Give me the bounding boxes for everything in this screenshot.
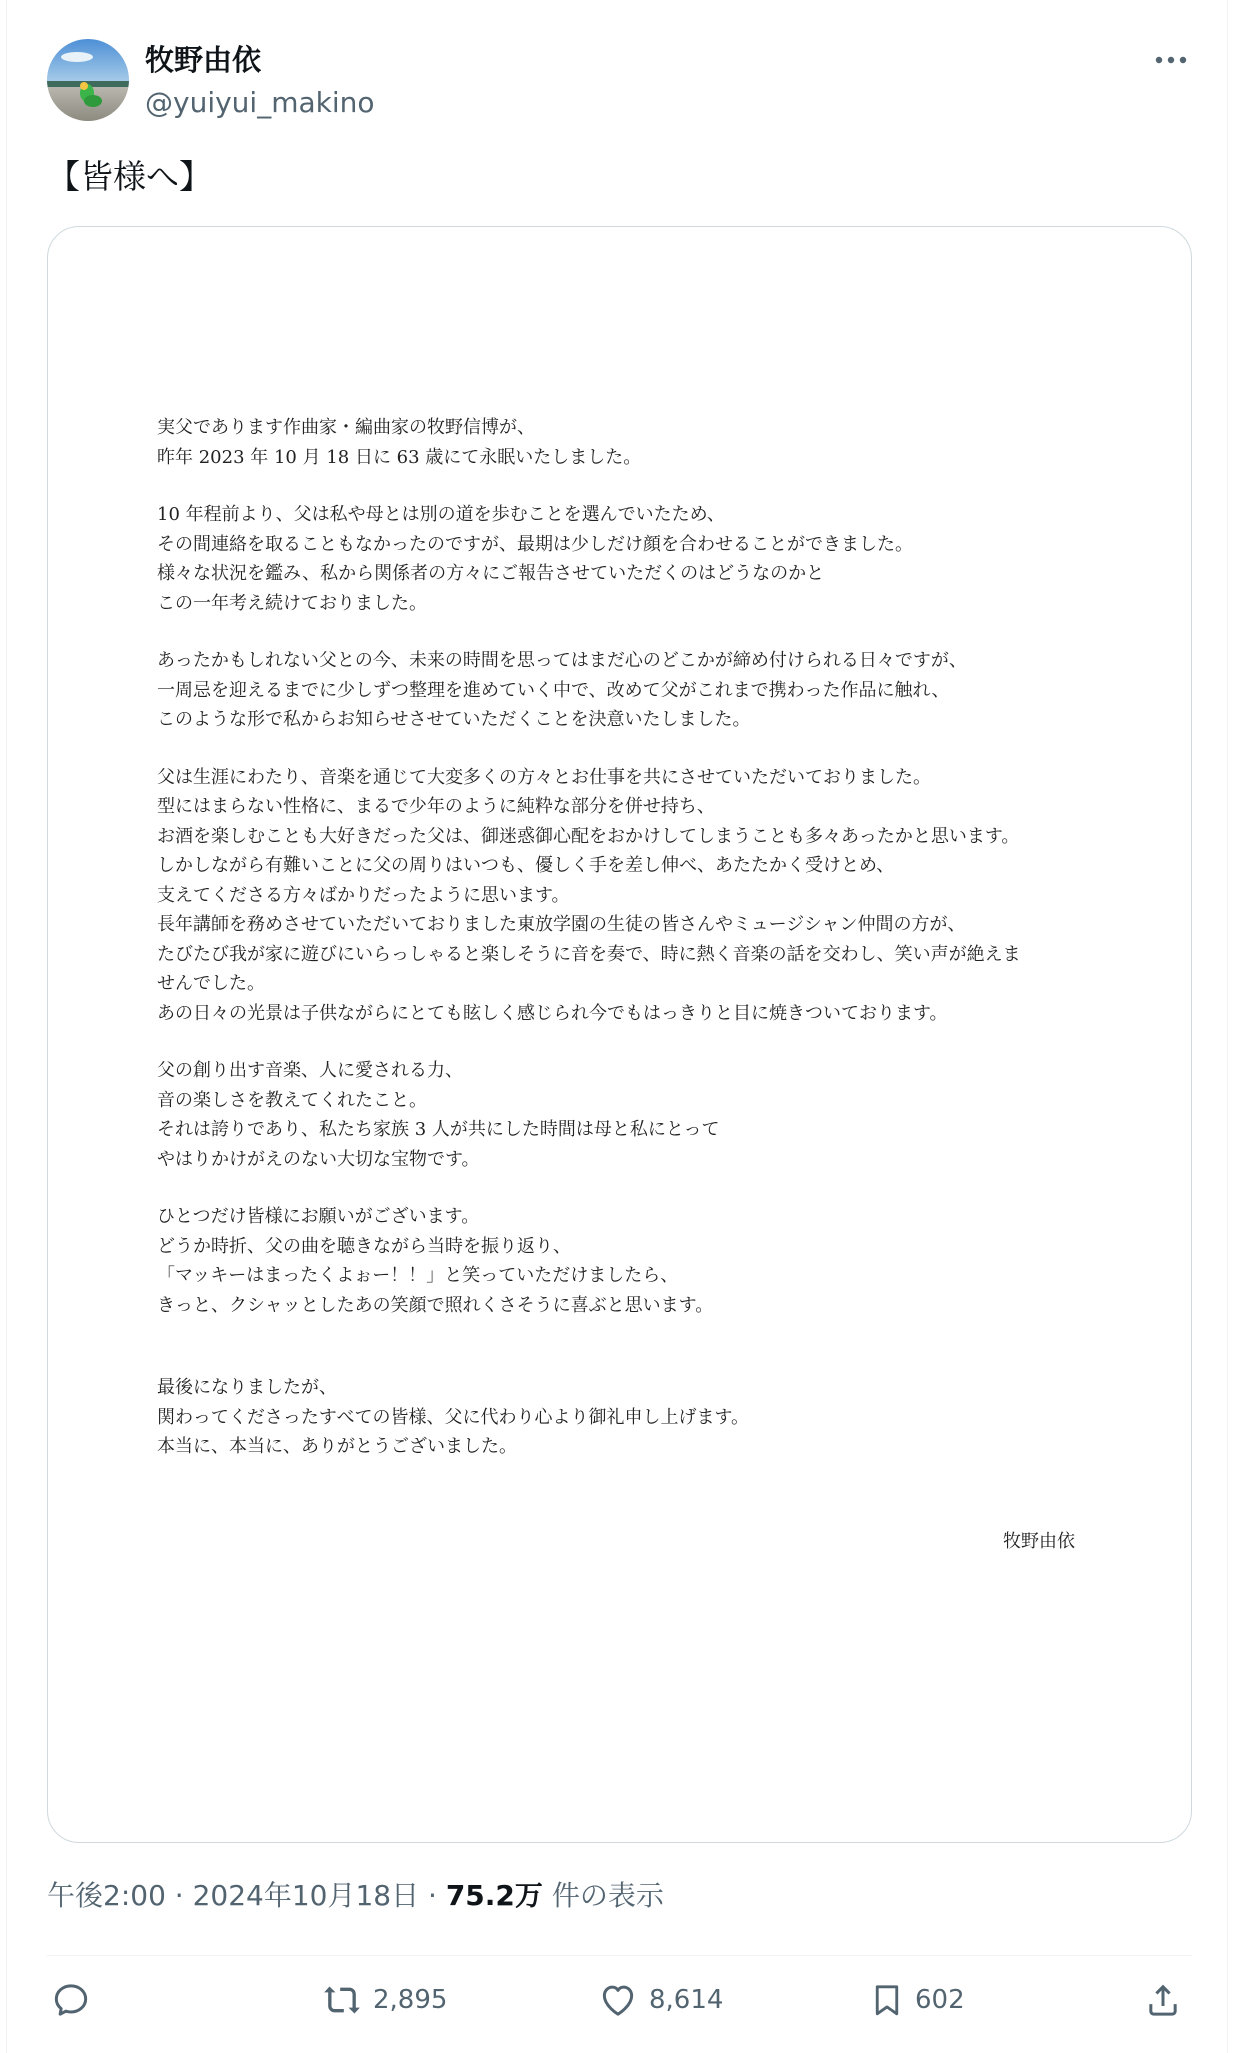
letter-line: 昨年 2023 年 10 月 18 日に 63 歳にて永眠いたしました。 — [157, 446, 642, 468]
letter-line: 一周忌を迎えるまでに少しずつ整理を進めていく中で、改めて父がこれまで携わった作品に触れ、 — [157, 679, 950, 701]
share-button[interactable] — [1143, 1970, 1193, 2030]
letter-line: たびたび我が家に遊びにいらっしゃると楽しそうに音を奏で、時に熱く音楽の話を交わし、笑い声が絶えま — [157, 943, 1021, 965]
letter-line: その間連絡を取ることもなかったのですが、最期は少しだけ顔を合わせることができました。 — [157, 533, 913, 555]
share-icon — [1143, 1980, 1183, 2020]
letter-line: 実父であります作曲家・編曲家の牧野信博が、 — [157, 417, 535, 438]
letter-line: 型にはまらない性格に、まるで少年のように純粋な部分を併せ持ち、 — [157, 796, 715, 817]
meta-separator-2: · — [419, 1879, 446, 1912]
reply-icon — [51, 1980, 91, 2020]
heart-icon — [597, 1980, 639, 2020]
letter-line: どうか時折、父の曲を聴きながら当時を振り返り、 — [157, 1235, 571, 1257]
avatar-image — [47, 39, 129, 121]
letter-line: それは誇りであり、私たち家族 3 人が共にした時間は母と私にとって — [157, 1119, 720, 1140]
meta-separator: · — [165, 1879, 193, 1912]
more-options-button[interactable] — [1147, 42, 1195, 78]
letter-line: 支えてくださる方々ばかりだったように思います。 — [157, 884, 570, 906]
letter-paragraph — [157, 413, 1117, 472]
letter-line: あの日々の光景は子供ながらにとても眩しく感じられ今でもはっきりと目に焼きついております。 — [157, 1002, 948, 1024]
letter-line: この一年考え続けておりました。 — [157, 592, 427, 614]
letter-line: 父の創り出す音楽、人に愛される力、 — [157, 1060, 463, 1081]
letter-signature: 牧野由依 — [1003, 1531, 1075, 1552]
letter-line: あったかもしれない父との今、未来の時間を思ってはまだ心のどこかが締め付けられる日々ですが、 — [157, 650, 967, 671]
letter-line: お酒を楽しむことも大好きだった父は、御迷惑御心配をおかけしてしまうことも多々あったかと思います。 — [157, 825, 1020, 847]
retweet-icon — [321, 1980, 363, 2020]
tweet-text: 【皆様へ】 — [47, 157, 212, 196]
tweet-time[interactable]: 午後2:00 — [47, 1879, 166, 1912]
letter-line: 音の楽しさを教えてくれたこと。 — [157, 1089, 427, 1111]
letter-line: きっと、クシャッとしたあの笑顔で照れくさそうに喜ぶと思います。 — [157, 1294, 714, 1316]
letter-line: 父は生涯にわたり、音楽を通じて大変多くの方々とお仕事を共にさせていただいておりました。 — [157, 766, 931, 788]
display-name[interactable]: 牧野由依 — [145, 43, 262, 77]
letter-paragraph — [157, 1373, 1117, 1462]
like-button[interactable] — [597, 1970, 723, 2030]
reply-button[interactable] — [51, 1970, 101, 2030]
bookmark-button[interactable] — [869, 1970, 965, 2030]
bookmark-count: 602 — [915, 1985, 965, 2015]
tweet-date[interactable]: 2024年10月18日 — [192, 1879, 420, 1912]
letter-line: 関わってくださったすべての皆様、父に代わり心より御礼申し上げます。 — [157, 1406, 750, 1428]
user-handle[interactable]: @yuiyui_makino — [145, 86, 375, 119]
letter-line: 最後になりましたが、 — [157, 1377, 337, 1398]
letter-paragraph — [157, 1056, 1117, 1174]
letter-line: しかしながら有難いことに父の周りはいつも、優しく手を差し伸べ、あたたかく受けとめ、 — [157, 855, 895, 876]
tweet-container — [6, 0, 1228, 2053]
letter-line: 本当に、本当に、ありがとうございました。 — [157, 1436, 517, 1457]
letter-paragraph — [157, 646, 1117, 735]
letter-line: 「マッキーはまったくよぉー！！」と笑っていただけましたら、 — [157, 1265, 679, 1286]
retweet-count: 2,895 — [373, 1985, 448, 2015]
letter-line: 長年講師を務めさせていただいておりました東放学園の生徒の皆さんやミュージシャン仲間の方が、 — [157, 914, 966, 935]
views-label: 件の表示 — [542, 1879, 664, 1912]
letter-paragraph — [157, 500, 1117, 618]
more-horizontal-icon — [1155, 56, 1187, 64]
letter-line: せんでした。 — [157, 973, 265, 994]
avatar[interactable] — [47, 39, 129, 121]
views-count[interactable]: 75.2万 — [445, 1879, 543, 1912]
divider — [47, 1955, 1192, 1956]
tweet-metadata — [47, 1876, 664, 1916]
like-count: 8,614 — [649, 1985, 724, 2015]
letter-line: 様々な状況を鑑み、私から関係者の方々にご報告させていただくのはどうなのかと — [157, 563, 825, 584]
letter-line: 10 年程前より、父は私や母とは別の道を歩むことを選んでいたため、 — [157, 504, 725, 525]
letter-line: このような形で私からお知らせさせていただくことを決意いたしました。 — [157, 709, 751, 730]
letter-paragraph — [157, 1202, 1117, 1320]
letter-body — [157, 413, 1117, 1490]
letter-line: ひとつだけ皆様にお願いがございます。 — [157, 1206, 480, 1227]
letter-paragraph — [157, 763, 1117, 1029]
letter-image[interactable] — [47, 226, 1192, 1843]
letter-line: やはりかけがえのない大切な宝物です。 — [157, 1148, 480, 1170]
retweet-button[interactable] — [321, 1970, 447, 2030]
bookmark-icon — [869, 1980, 905, 2020]
